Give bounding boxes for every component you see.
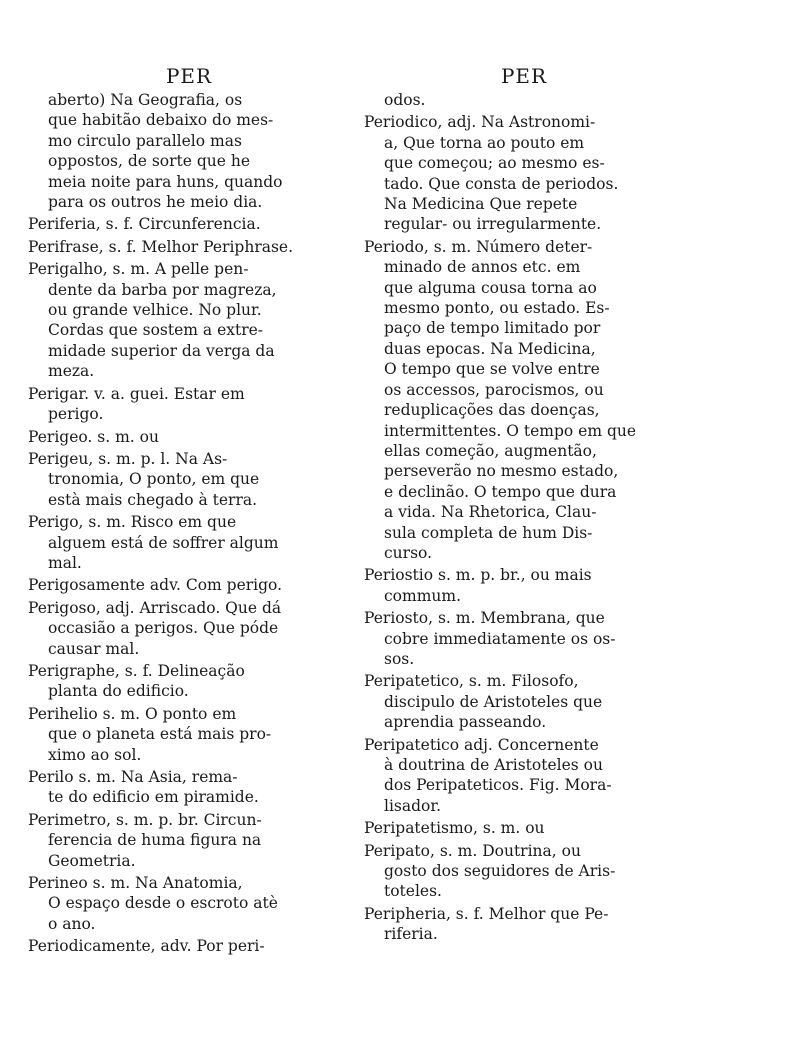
entry-line: o ano. <box>48 914 96 933</box>
entry-line: paço de tempo limitado por <box>384 319 601 338</box>
dictionary-entry <box>28 661 350 702</box>
entry-line: aberto) Na Geografia, os <box>48 91 243 109</box>
dictionary-entry <box>364 841 684 902</box>
entry-line: gosto dos seguidores de Aris- <box>384 862 616 881</box>
left-entries <box>28 90 350 957</box>
entry-line: toteles. <box>384 882 442 901</box>
dictionary-entry <box>364 735 684 817</box>
entry-line: os accessos, parocismos, ou <box>384 380 604 399</box>
entry-line: que habitão debaixo do mes- <box>48 111 274 130</box>
entry-line: intermittentes. O tempo em que <box>384 421 637 440</box>
dictionary-entry <box>364 608 684 669</box>
dictionary-entry <box>364 112 684 234</box>
entry-line: cobre immediatamente os os- <box>384 629 616 648</box>
entry-line: Perigar. v. a. guei. Estar em <box>28 384 245 403</box>
dictionary-entry <box>28 936 350 956</box>
dictionary-entry <box>28 384 350 425</box>
entry-line: sula completa de hum Dis- <box>384 523 593 542</box>
dictionary-entry <box>28 873 350 934</box>
dictionary-entry <box>28 427 350 447</box>
entry-line: està mais chegado à terra. <box>48 490 258 509</box>
right-column <box>364 62 684 947</box>
entry-line: minado de annos etc. em <box>384 258 581 277</box>
dictionary-entry <box>364 90 684 110</box>
entry-line: Peripatetismo, s. m. ou <box>364 819 545 838</box>
entry-line: à doutrina de Aristoteles ou <box>384 756 603 774</box>
entry-line: Perigalho, s. m. A pelle pen- <box>28 260 249 279</box>
dictionary-entry <box>28 767 350 808</box>
dictionary-entry <box>364 904 684 945</box>
entry-line: Perifrase, s. f. Melhor Periphrase. <box>28 237 294 256</box>
entry-line: reduplicações das doenças, <box>384 401 600 420</box>
entry-line: Peripheria, s. f. Melhor que Pe- <box>364 904 609 923</box>
entry-line: O espaço desde o escroto atè <box>48 894 278 913</box>
entry-line: Periodicamente, adv. Por peri- <box>28 937 265 956</box>
entry-line: planta do edificio. <box>48 682 189 701</box>
dictionary-entry <box>28 598 350 659</box>
dictionary-entry <box>28 214 350 234</box>
entry-line: meia noite para huns, quando <box>48 172 283 191</box>
entry-line: Perigeu, s. m. p. l. Na As- <box>28 449 228 468</box>
entry-line: te do edificio em piramide. <box>48 788 259 807</box>
dictionary-entry <box>28 575 350 595</box>
entry-line: dos Peripateticos. Fig. Mora- <box>384 776 612 795</box>
entry-line: causar mal. <box>48 639 140 658</box>
entry-line: Perineo s. m. Na Anatomia, <box>28 874 243 893</box>
entry-line: O tempo que se volve entre <box>384 360 600 379</box>
entry-line: a vida. Na Rhetorica, Clau- <box>384 503 597 522</box>
entry-line: Periostio s. m. p. br., ou mais <box>364 566 592 585</box>
entry-line: mesmo ponto, ou estado. Es- <box>384 299 610 318</box>
dictionary-entry <box>28 704 350 765</box>
entry-line: Perihelio s. m. O ponto em <box>28 704 237 723</box>
entry-line: Perigo, s. m. Risco em que <box>28 513 237 532</box>
entry-line: Perilo s. m. Na Asia, rema- <box>28 768 238 786</box>
dictionary-entry <box>28 512 350 573</box>
entry-line: Periodo, s. m. Número deter- <box>364 237 593 256</box>
entry-line: Periosto, s. m. Membrana, que <box>364 609 605 628</box>
entry-line: dente da barba por magreza, <box>48 280 277 299</box>
entry-line: regular- ou irregularmente. <box>384 215 602 234</box>
entry-line: curso. <box>384 543 433 562</box>
entry-line: e declinão. O tempo que dura <box>384 482 617 501</box>
entry-line: meza. <box>48 362 95 381</box>
left-running-header: PER <box>165 64 213 88</box>
dictionary-entry <box>28 810 350 871</box>
entry-line: ou grande velhice. No plur. <box>48 301 262 320</box>
entry-line: tado. Que consta de periodos. <box>384 174 619 193</box>
entry-line: Na Medicina Que repete <box>384 195 578 214</box>
entry-line: perigo. <box>48 405 104 424</box>
entry-line: Perigeo. s. m. ou <box>28 427 159 446</box>
entry-line: que começou; ao mesmo es- <box>384 154 605 173</box>
dictionary-entry <box>28 259 350 381</box>
entry-line: Peripatetico, s. m. Filosofo, <box>364 672 579 691</box>
entry-line: ximo ao sol. <box>48 745 142 764</box>
dictionary-entry <box>364 671 684 732</box>
entry-line: Perimetro, s. m. p. br. Circun- <box>28 810 262 829</box>
entry-line: Geometria. <box>48 851 136 870</box>
entry-line: tronomia, O ponto, em que <box>48 470 260 489</box>
entry-line: ellas começão, augmentão, <box>384 441 597 460</box>
entry-line: sos. <box>384 649 415 668</box>
entry-line: oppostos, de sorte que he <box>48 152 251 171</box>
dictionary-entry <box>28 237 350 257</box>
entry-line: Periodico, adj. Na Astronomi- <box>364 113 596 132</box>
entry-line: midade superior da verga da <box>48 341 275 360</box>
entry-line: commum. <box>384 586 462 605</box>
entry-line: lisador. <box>384 796 441 815</box>
entry-line: mo circulo parallelo mas <box>48 131 242 150</box>
entry-line: ferencia de huma figura na <box>48 831 262 850</box>
dictionary-entry <box>364 818 684 838</box>
entry-line: que o planeta está mais pro- <box>48 725 272 744</box>
entry-line: alguem está de soffrer algum <box>48 533 279 552</box>
entry-line: aprendia passeando. <box>384 713 547 732</box>
entry-line: mal. <box>48 553 82 572</box>
dictionary-entry <box>28 90 350 212</box>
entry-line: a, Que torna ao pouto em <box>384 133 585 152</box>
dictionary-entry <box>28 449 350 510</box>
left-column <box>28 62 350 959</box>
entry-line: odos. <box>384 91 426 109</box>
entry-line: duas epocas. Na Medicina, <box>384 339 596 358</box>
entry-line: discipulo de Aristoteles que <box>384 692 603 711</box>
entry-line: que alguma cousa torna ao <box>384 278 597 297</box>
entry-line: perseverão no mesmo estado, <box>384 462 619 481</box>
right-running-header: PER <box>500 64 548 88</box>
entry-line: Peripato, s. m. Doutrina, ou <box>364 841 581 860</box>
entry-line: para os outros he meio dia. <box>48 193 263 212</box>
dictionary-entry <box>364 237 684 564</box>
entry-line: Cordas que sostem a extre- <box>48 321 264 340</box>
dictionary-entry <box>364 565 684 606</box>
entry-line: riferia. <box>384 925 438 944</box>
entry-line: Perigraphe, s. f. Delineação <box>28 661 245 680</box>
entry-line: Periferia, s. f. Circunferencia. <box>28 215 261 234</box>
entry-line: Peripatetico adj. Concernente <box>364 735 599 754</box>
entry-line: Perigoso, adj. Arriscado. Que dá <box>28 598 282 617</box>
entry-line: Perigosamente adv. Com perigo. <box>28 576 283 595</box>
entry-line: occasião a perigos. Que póde <box>48 619 279 638</box>
right-entries <box>364 90 684 945</box>
